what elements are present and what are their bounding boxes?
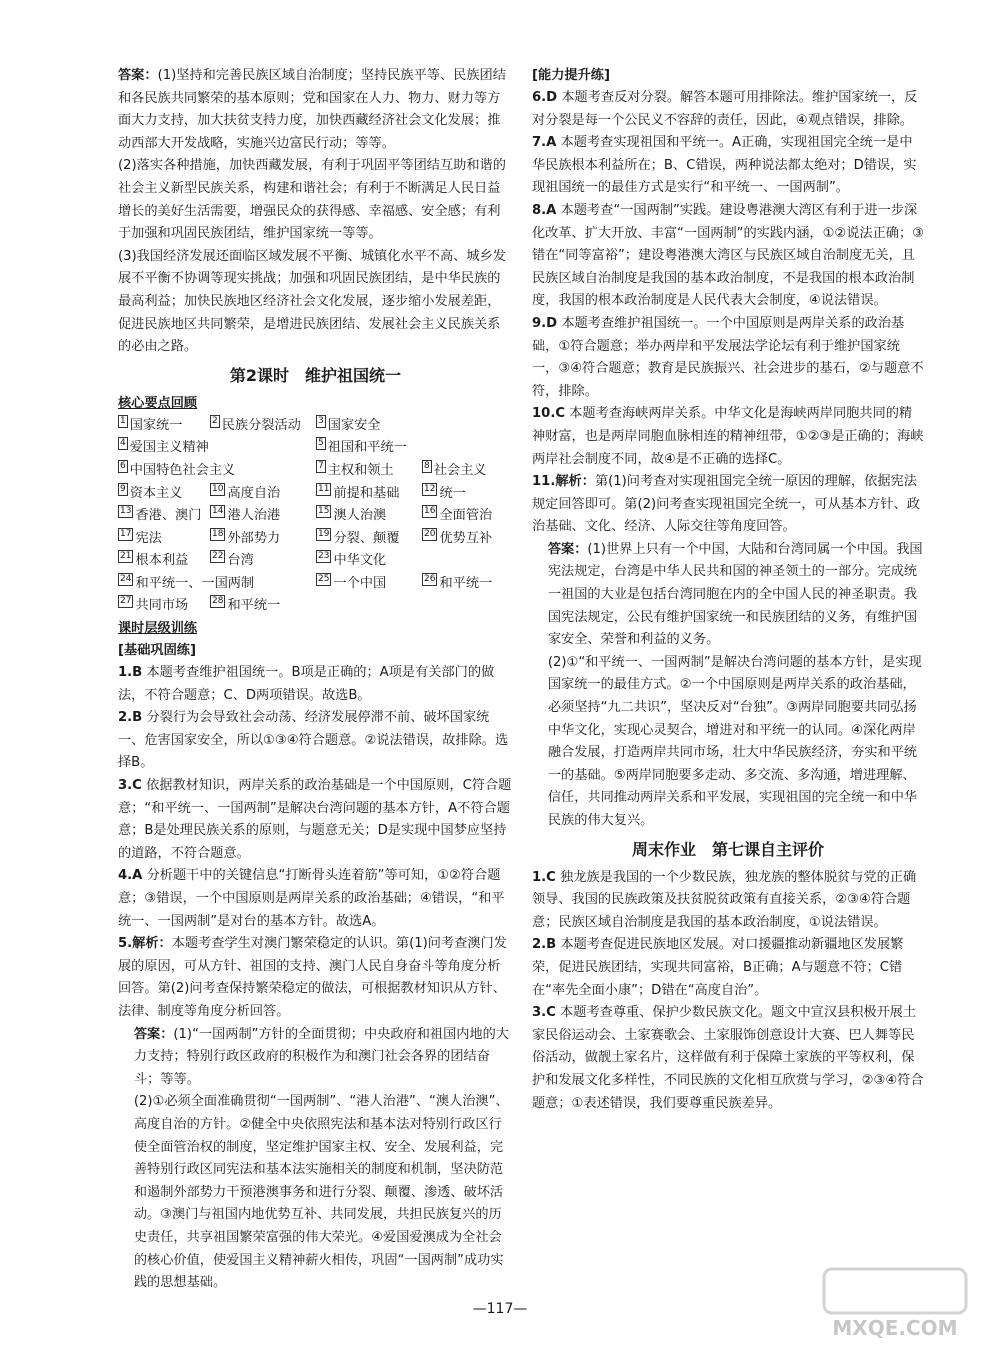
core-point-text: 澳人治澳	[333, 508, 387, 524]
core-point-text: 外部势力	[227, 530, 281, 546]
core-point-item	[316, 528, 422, 551]
core-point-item	[118, 550, 210, 573]
core-point-text: 资本主义	[129, 485, 183, 501]
core-point-text: 国家统一	[129, 417, 183, 433]
question-11-answer	[532, 539, 924, 652]
core-point-number: 22	[212, 551, 224, 562]
core-point-text: 宪法	[135, 530, 162, 546]
core-point-number: 18	[212, 528, 224, 539]
page-number: —117—	[472, 1301, 528, 1317]
question-number: 2.B	[118, 710, 143, 726]
core-point-number: 24	[120, 573, 132, 584]
core-point-item	[118, 573, 316, 596]
core-point-text: 爱国主义精神	[129, 440, 209, 456]
core-point-number: 20	[424, 528, 436, 539]
core-point-item	[210, 415, 316, 438]
question-5-answer-2: (2)①必须全面准确贯彻“一国两制”、“港人治港”、“澳人治澳”、高度自治的方针。②健全中央依照宪法和基本法对特别行政区行使全面管治权的制度，坚定维护国家主权、安全、发展利益，完善特别行政区同宪法和基本法实施相关的制度和机制，坚决防范和遏制外部势力干预港澳事务和进行分裂、颠覆、渗透、破坏活动。③澳门与祖国内地优势互补、共同发展，共担民族复兴的历史责任，共享祖国繁荣富强的伟大荣光。④爱国爱澳成为全社会的核心价值，使爱国主义精神薪火相传，巩固“一国两制”成功实践的思想基础。	[133, 1094, 509, 1291]
core-point-item	[118, 483, 210, 506]
core-point-number: 4	[120, 438, 126, 449]
core-point-item	[316, 505, 422, 528]
question-number: 3.C	[532, 1005, 556, 1021]
question-number: 10.C	[532, 406, 566, 422]
core-point-text: 国家安全	[327, 417, 381, 433]
answer-block-1	[118, 65, 513, 155]
core-points-heading: 核心要点回顾	[118, 395, 198, 411]
core-point-item	[210, 528, 316, 551]
core-point-text: 祖国和平统一	[327, 440, 407, 456]
question-text: 分析题干中的关键信息“打断骨头连着筋”等可知，①②符合题意；③错误，一个中国原则是两岸关系的政治基础；④错误，“和平统一、一国两制”是对台的基本方针。故选A。	[118, 868, 505, 929]
core-point-number: 27	[120, 596, 132, 607]
core-point-item	[316, 483, 422, 506]
analysis-label: 11.解析：	[532, 474, 595, 490]
core-point-number: 23	[318, 551, 330, 562]
watermark-logo	[810, 1263, 980, 1343]
right-column	[532, 65, 924, 1115]
core-point-item	[316, 415, 422, 438]
core-point-number: 17	[120, 528, 132, 539]
question-8	[532, 200, 924, 313]
answer-block-3: (3)我国经济发展还面临区域发展不平衡、城镇化水平不高、城乡发展不平衡不协调等现实挑战；加强和巩固民族团结，是中华民族的最高利益；加快民族地区经济社会文化发展，逐步缩小发展差距，促进民族地区共同繁荣，是增进民族团结、发展社会主义民族关系的必由之路。	[118, 248, 506, 355]
core-point-item	[118, 595, 210, 618]
question-3	[118, 775, 513, 865]
core-point-item	[118, 505, 210, 528]
core-point-number: 6	[120, 460, 126, 471]
question-6	[532, 87, 924, 132]
core-point-item	[316, 437, 422, 460]
core-point-text: 民族分裂活动	[221, 417, 301, 433]
core-point-number: 2	[212, 415, 218, 426]
answer-text: (1)坚持和完善民族区域自治制度；坚持民族平等、民族团结和各民族共同繁荣的基本原则；党和国家在人力、物力、财力等方面大力支持，加大扶贫支持力度，加快西藏经济社会文化发展；推动西部大开发战略，实施兴边富民行动；等等。	[118, 68, 506, 151]
question-number: 4.A	[118, 868, 143, 884]
question-number: 6.D	[532, 90, 558, 105]
question-text: 本题考查反对分裂。解答本题可用排除法。维护国家统一，反对分裂是每一个公民义不容辞的责任，因此，④观点错误，排除。	[532, 90, 918, 128]
question-2	[118, 707, 513, 775]
question-number: 9.D	[532, 315, 558, 331]
question-text: 本题考查海峡两岸关系。中华文化是海峡两岸同胞共同的精神财富，也是两岸同胞血脉相连的精神纽带，①②③是正确的；海峡两岸社会制度不同，故④是不正确的选择C。	[532, 406, 924, 467]
core-point-item	[210, 550, 316, 573]
core-point-number: 5	[318, 438, 324, 449]
question-text: 本题考查实现祖国和平统一。A正确，实现祖国完全统一是中华民族根本利益所在；B、C错误，两种说法都太绝对；D错误，实现祖国统一的最佳方式是实行“和平统一、一国两制”。	[532, 135, 917, 196]
ability-practice-heading: [能力提升练]	[532, 68, 610, 83]
analysis-text: 本题考查学生对澳门繁荣稳定的认识。第(1)问考查澳门发展的原因，可从方针、祖国的支持、澳门人民自身奋斗等角度分析回答。第(2)问考查保持繁荣稳定的做法，可根据教材知识从方针、法律、制度等角度分析回答。	[118, 936, 507, 1019]
answer-label: 答案：	[133, 1026, 174, 1042]
analysis-text: 第(1)问考查对实现祖国完全统一原因的理解，依据宪法规定回答即可。第(2)问考查实现祖国完全统一，可从基本方针、政治基础、文化、经济、人际交往等角度回答。	[532, 474, 920, 535]
core-point-text: 港人治港	[227, 508, 281, 524]
weekend-question-3	[532, 1002, 924, 1115]
core-point-item	[210, 505, 316, 528]
question-number: 3.C	[118, 778, 142, 794]
core-point-item	[316, 573, 422, 596]
question-number: 8.A	[532, 202, 557, 218]
core-point-text: 主权和领土	[327, 462, 394, 478]
question-text: 本题考查促进民族地区发展。对口援疆推动新疆地区发展繁荣，促进民族团结，实现共同富裕，B正确；A与题意不符；C错在“率先全面小康”；D错在“高度自治”。	[532, 937, 904, 998]
question-text: 本题考查维护祖国统一。B项是正确的；A项是有关部门的做法，不符合题意；C、D两项错误。故选B。	[118, 665, 495, 703]
answer-label: 答案：	[547, 541, 588, 557]
core-point-text: 优势互补	[439, 530, 493, 546]
weekend-question-2	[532, 934, 924, 1002]
core-point-item	[210, 483, 316, 506]
core-point-text: 香港、澳门	[135, 508, 202, 524]
core-point-text: 中国特色社会主义	[129, 462, 236, 478]
answer-text: (1)“一国两制”方针的全面贯彻；中央政府和祖国内地的大力支持；特别行政区政府的积极作为和澳门社会各界的团结奋斗；等等。	[133, 1026, 510, 1087]
answer-label: 答案：	[118, 68, 158, 83]
core-point-item	[422, 460, 513, 483]
core-point-text: 全面管治	[439, 508, 493, 524]
core-point-text: 社会主义	[433, 462, 487, 478]
left-column	[118, 65, 513, 1295]
question-11-answer-2: (2)①“和平统一、一国两制”是解决台湾问题的基本方针，是实现国家统一的最佳方式。②一个中国原则是两岸关系的政治基础，必须坚持“九二共识”，坚决反对“台独”。③两岸同胞要共同弘扬中华文化，实现心灵契合，增进对和平统一的认同。④深化两岸融合发展，打造两岸共同市场，壮大中华民族经济，夯实和平统一的基础。⑤两岸同胞要多走动、多交流、多沟通，增进理解、信任，共同推动两岸关系和平发展，实现祖国的完全统一和中华民族的伟大复兴。	[547, 654, 922, 828]
core-point-item	[422, 573, 513, 596]
core-point-item	[316, 550, 422, 573]
core-point-item	[118, 437, 316, 460]
answer-block-2: (2)落实各种措施，加快西藏发展，有利于巩固平等团结互助和谐的社会主义新型民族关系，构建和谐社会；有利于不断满足人民日益增长的美好生活需要，增强民众的获得感、幸福感、安全感；有利于加强和巩固民族团结，维护国家统一等等。	[118, 158, 506, 242]
question-text: 本题考查“一国两制”实践。建设粤港澳大湾区有利于进一步深化改革、扩大开放、丰富“一国两制”的实践内涵，①②说法正确；③错在“同等富裕”；建设粤港澳大湾区与民族区域自治制度无关，且民族区域自治制度是我国的基本政治制度，不是我国的根本政治制度，我国的根本政治制度是人民代表大会制度，④说法错误。	[532, 202, 925, 309]
core-point-number: 14	[212, 506, 224, 517]
core-point-number: 12	[424, 483, 436, 494]
core-point-text: 和平统一、一国两制	[135, 575, 255, 591]
basic-practice-heading: [基础巩固练]	[118, 643, 196, 659]
core-point-number: 16	[424, 506, 436, 517]
core-point-number: 25	[318, 573, 330, 584]
question-9	[532, 313, 924, 403]
question-text: 独龙族是我国的一个少数民族，独龙族的整体脱贫与党的正确领导、我国的民族政策及扶贫脱贫政策有直接关系，②③④符合题意；民族区域自治制度是我国的基本政治制度，①说法错误。	[532, 869, 917, 930]
core-point-text: 和平统一	[227, 598, 281, 614]
core-point-item	[118, 528, 210, 551]
weekend-homework-title: 周末作业 第七课自主评价	[631, 839, 824, 859]
core-point-number: 13	[120, 506, 132, 517]
question-10	[532, 403, 924, 471]
core-point-number: 11	[318, 483, 330, 494]
core-point-number: 28	[212, 596, 224, 607]
core-point-text: 和平统一	[439, 575, 493, 591]
core-points-grid	[118, 415, 513, 618]
core-point-item	[118, 415, 210, 438]
core-point-text: 分裂、颠覆	[333, 530, 400, 546]
core-point-text: 一个中国	[333, 575, 387, 591]
question-text: 本题考查尊重、保护少数民族文化。题文中宣汉县积极开展土家民俗运动会、土家赛歌会、土家服饰创意设计大赛、巴人舞等民俗活动，做靓土家名片，这样做有利于保障土家族的平等权利，保护和发展文化多样性，不同民族的文化相互欣赏与学习，②③④符合题意；①表述错误，我们要尊重民族差异。	[532, 1005, 924, 1111]
core-point-text: 台湾	[227, 553, 254, 569]
core-point-number: 1	[120, 415, 126, 426]
question-text: 本题考查维护祖国统一。一个中国原则是两岸关系的政治基础，①符合题意；举办两岸和平发展法学论坛有利于维护国家统一，③④符合题意；教育是民族振兴、社会进步的基石，②与题意不符，排除。	[532, 315, 924, 399]
core-point-item	[422, 483, 513, 506]
core-point-text: 高度自治	[227, 485, 281, 501]
core-point-text: 共同市场	[135, 598, 189, 614]
core-point-number: 19	[318, 528, 330, 539]
weekend-question-1	[532, 867, 924, 935]
core-point-number: 3	[318, 415, 324, 426]
lesson-title: 第2课时 维护祖国统一	[229, 365, 402, 385]
watermark-frame	[824, 1269, 966, 1313]
question-11-analysis	[532, 471, 924, 539]
core-point-number: 15	[318, 506, 330, 517]
core-point-number: 9	[120, 483, 126, 494]
question-text: 依据教材知识，两岸关系的政治基础是一个中国原则，C符合题意；“和平统一、一国两制”是解决台湾问题的基本方针，A不符合题意；B是处理民族关系的原则，与题意无关；D是实现中国梦应坚持的道路，不符合题意。	[118, 778, 512, 861]
core-point-item	[422, 528, 513, 551]
core-point-item	[118, 460, 316, 483]
question-1	[118, 662, 513, 707]
analysis-label: 5.解析：	[118, 936, 172, 952]
question-4	[118, 865, 513, 933]
question-5-analysis	[118, 933, 513, 1023]
core-point-item	[422, 505, 513, 528]
question-7	[532, 132, 924, 200]
core-point-number: 26	[424, 573, 436, 584]
question-number: 1.B	[118, 665, 143, 681]
core-point-number: 8	[424, 460, 430, 471]
question-text: 分裂行为会导致社会动荡、经济发展停滞不前、破坏国家统一、危害国家安全，所以①③④符合题意。②说法错误，故排除。选择B。	[118, 710, 509, 771]
core-point-number: 7	[318, 460, 324, 471]
core-point-text: 统一	[439, 485, 466, 501]
core-point-item	[316, 460, 422, 483]
core-point-text: 前提和基础	[333, 485, 400, 501]
core-point-item	[210, 595, 316, 618]
core-point-number: 10	[212, 483, 224, 494]
core-point-text: 根本利益	[135, 553, 189, 569]
answer-text: (1)世界上只有一个中国，大陆和台湾同属一个中国。我国宪法规定，台湾是中华人民共和国的神圣领土的一部分。完成统一祖国的大业是包括台湾同胞在内的全中国人民的神圣职责。我国宪法规定，公民有维护国家统一和民族团结的义务，有维护国家安全、荣誉和利益的义务。	[547, 541, 923, 648]
question-number: 1.C	[532, 869, 556, 885]
training-heading: 课时层级训练	[118, 621, 198, 637]
question-5-answer	[118, 1024, 513, 1092]
core-point-text: 中华文化	[333, 553, 387, 569]
question-number: 2.B	[532, 937, 557, 953]
watermark-text: MXQE.COM	[832, 1316, 958, 1340]
core-point-number: 21	[120, 551, 132, 562]
question-number: 7.A	[532, 135, 557, 151]
